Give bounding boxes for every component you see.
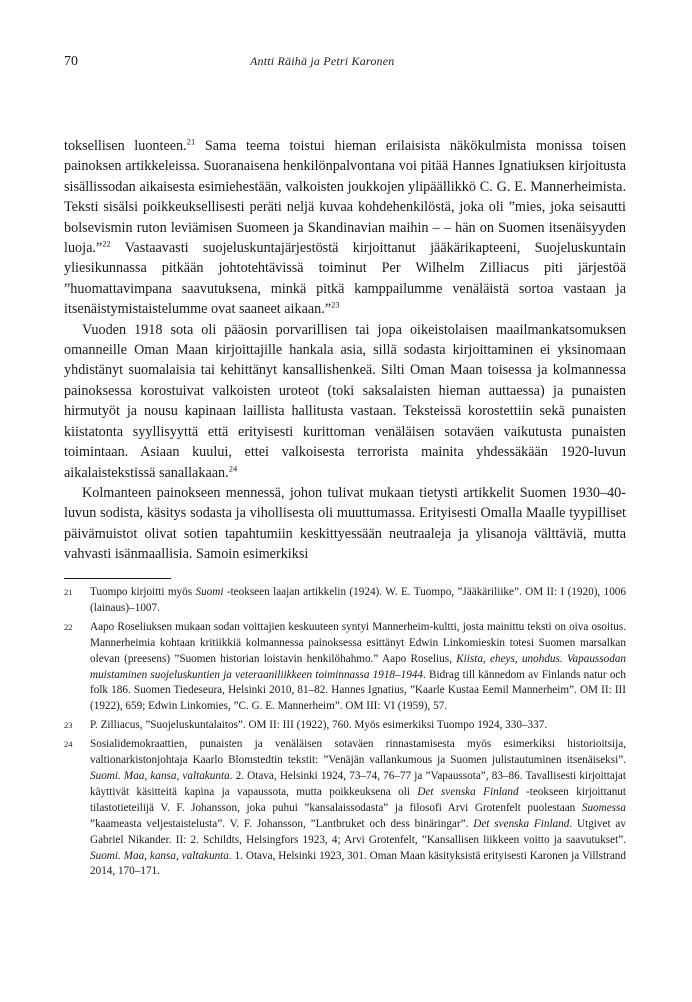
footnote-23 bbox=[64, 718, 626, 734]
footnote-number: 23 bbox=[64, 720, 73, 731]
footnote-ref-23[interactable]: 23 bbox=[331, 299, 340, 310]
paragraph-3 bbox=[64, 483, 626, 565]
footnote-text bbox=[90, 737, 626, 880]
paragraph-1-text-b: Sama teema toistui hieman erilaisista näkökulmista monissa toisen painoksen artikkeleissa. Suoranaisena henkilönpalvontana voi pitää Hannes Ignatiuksen kirjoitusta sisällissodan aikaisesta esimiehestään, valkoisten joukkojen ylipäällikkö C. G. E. Mannerheimista. Teksti sisälsi poikkeuksellisesti peräti neljä kuvaa kohdehenkilöstä, joka oli ”mies, joka seisautti bolsevismin ruton leviämisen Suomeen ja Skandinavian maihin – – hän on Suomen itsenäisyyden luoja.” bbox=[64, 138, 626, 257]
footnote-text-part: Tuompo kirjoitti myös bbox=[90, 586, 196, 598]
footnote-ref-22[interactable]: 22 bbox=[102, 238, 111, 249]
footnote-italic-title: Det svenska Finland bbox=[417, 785, 519, 798]
footnote-text-part: -teokseen kirjoittanut tilastotieteilijä V. F. Johansson, joka puhui ”kansalaissodasta” ja filosofi Arvi Grotenfelt puolestaan bbox=[90, 785, 626, 814]
footnote-number: 21 bbox=[64, 587, 73, 597]
footnote-text-part: . 2. Otava, Helsinki 1924, 73–74, 76–77 ja ”Vapaussota”, 83–86. Tavallisesti kirjoittajat käyttivät käsitteitä kapina ja vapaussota, mutta poikkeuksena oli bbox=[90, 769, 626, 798]
footnote-number: 24 bbox=[64, 739, 73, 750]
running-head: Antti Räihä ja Petri Karonen bbox=[250, 54, 395, 68]
footnote-text-part: -teokseen laajan artikkelin (1924). W. E. Tuompo, ”Jääkäriliike”. OM II: I (1920), 1006 (lainaus)–1007. bbox=[90, 586, 626, 614]
footnote-text-part: P. Zilliacus, ”Suojeluskuntalaitos”. OM II: III (1922), 760. Myös esimerkiksi Tuompo 1924, 330–337. bbox=[90, 719, 548, 732]
footnote-italic-title: Suomi. Maa, kansa, valtakunta bbox=[90, 849, 229, 862]
footnote-text-part: Sosialidemokraattien, punaisten ja venäläisen sotaväen rinnastamisesta myös esimerkiksi historioitsija, valtionarkistonjohtaja Kaarlo Blomstedtin tekstit: ”Venäjän vallankumous ja Suomen julistautuminen itsenäiseksi”. bbox=[90, 738, 626, 767]
footnote-text-part: . Bidrag till kännedom av Finlands natur och folk 186. Suomen Tiedeseura, Helsinki 2010, 81–82. Hannes Ignatius, ”Kaarle Kustaa Eemil Mannerheim”. OM II: III (1922), 659; Edwin Linkomies, ”C. G. E. Mannerheim”. OM III: VI (1959), 57. bbox=[90, 668, 626, 713]
paragraph-3-text: Kolmanteen painokseen mennessä, johon tulivat mukaan tietysti artikkelit Suomen 1930–40-luvun sodista, käsitys sodasta ja vihollisesta oli muuttumassa. Erityisesti Omalla Maalle tyypilliset päivämuistot olivat sotien tapahtumiin keskittyessään neutraaleja ja ylisanoja välttäviä, mutta vahvasti isänmaallisia. Samoin esimerkiksi bbox=[64, 484, 626, 563]
footnote-ref-21[interactable]: 21 bbox=[186, 136, 196, 147]
footnote-ref-24[interactable]: 24 bbox=[228, 462, 238, 473]
footnote-number: 22 bbox=[64, 621, 73, 632]
footnote-text-part: Aapo Roseliuksen mukaan sodan voittajien keskuuteen syntyi Mannerheim-kultti, josta mainittu teksti on oiva osoitus. Mannerheimia kohtaan kritiikkiä kolmannessa painoksessa esittänyt Edwin Linkomieskin totesi Suomen marsalkan olevan (preesens) ”Suomen historian loistavin henkilöhahmo.” Aapo Roselius, bbox=[90, 620, 626, 665]
page-number: 70 bbox=[64, 54, 78, 69]
paragraph-1-text-a: toksellisen luonteen. bbox=[64, 138, 187, 154]
footnote-text bbox=[90, 718, 626, 734]
footnote-24 bbox=[64, 737, 626, 880]
paragraph-2-text: Vuoden 1918 sota oli pääosin porvarillisen tai jopa oikeistolaisen maailmankatsomuksen omanneille Oman Maan kirjoittajille hankala asia, sillä sodasta kirjoittaminen ei yksinomaan yhdistänyt suomalaisia tai kehittänyt kansallishenkeä. Silti Oman Maan toisessa ja kolmannessa painoksessa korostuivat valkoisten uroteot (toki saksalaisten hieman auttaessa) ja punaisten hirmutyöt ja nousu kapinaan laillista hallitusta vastaan. Teksteissä korostettiin sekä punaisten kiistatonta syyllisyyttä että erityisesti kurittoman venäläisen sotaväen vaikutusta punaisten toimintaan. Asiaan kuului, ettei valkoisesta terrorista mainita yhdessäkään 1920-luvun aikalaistekstissä sanallakaan. bbox=[64, 321, 626, 481]
footnote-italic-title: Suomessa bbox=[581, 801, 626, 814]
footnote-text-part: ”kaameasta veljestaistelusta”. V. F. Johansson, ”Lantbruket och dess binäringar”. bbox=[90, 817, 474, 830]
body-text bbox=[64, 136, 626, 565]
paragraph-1-text-c: Vastaavasti suojeluskuntajärjestöstä kirjoittanut jääkärikapteeni, Suojeluskuntain yliesikunnassa pitkään johtotehtävissä toiminut Per Wilhelm Zilliacus piti järjestöä ”huomattavimpana saavutuksena, minkä pitkä kamppailumme venäläistä sortoa vastaan ja itsenäistymistaistelumme ovat saaneet aikaan.” bbox=[64, 240, 626, 318]
footnote-text bbox=[90, 585, 626, 617]
footnote-22 bbox=[64, 620, 626, 715]
footnote-21 bbox=[64, 585, 626, 617]
footnote-text-part: . Utgivet av Gabriel Nikander. II: 2. Schildts, Helsingfors 1923, 4; Arvi Grotenfelt, ”Kansallisen liikkeen voitto ja saavutukset”. bbox=[90, 817, 626, 846]
footnote-text bbox=[90, 620, 626, 715]
footnotes bbox=[64, 585, 626, 883]
paragraph-2 bbox=[64, 320, 626, 483]
footnote-italic-title: Suomi. Maa, kansa, valtakunta bbox=[90, 769, 230, 782]
footnote-italic-title: Det svenska Finland bbox=[473, 817, 570, 830]
footnote-italic-title: Suomi bbox=[195, 586, 224, 598]
footnote-divider bbox=[64, 578, 171, 579]
footnote-text-part: . 1. Otava, Helsinki 1923, 301. Oman Maan käsityksistä erityisesti Karonen ja Villstrand 2014, 170–171. bbox=[90, 849, 626, 878]
footnote-italic-title: Kiista, eheys, unohdus. Vapaussodan muistaminen suojeluskuntien ja veteraaniliikkeen toiminnassa 1918–1944 bbox=[90, 652, 627, 681]
paragraph-1 bbox=[64, 136, 626, 320]
